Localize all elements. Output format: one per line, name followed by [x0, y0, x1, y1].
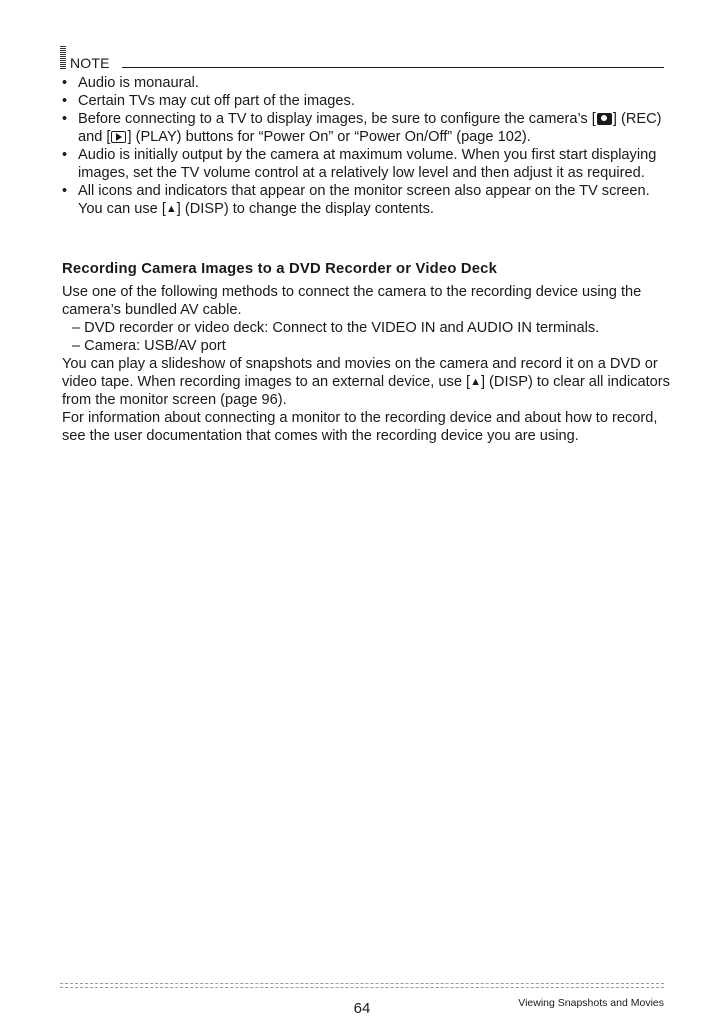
note-list	[62, 74, 668, 218]
note-item	[62, 110, 668, 146]
paragraph-text: ] (DISP) to clear all indicators from the monitor screen (page 96).	[62, 374, 670, 408]
note-item-text: Before connecting to a TV to display images, be sure to configure the camera’s [	[78, 111, 596, 127]
note-item-text: Certain TVs may cut off part of the images.	[78, 93, 355, 109]
paragraph-text: You can play a slideshow of snapshots and movies on the camera and record it on a DVD or video tape. When recording images to an external device, use [	[62, 356, 658, 390]
footer-divider	[60, 983, 664, 984]
note-item-text: ] (PLAY) buttons for “Power On” or “Power On/Off” (page 102).	[127, 129, 531, 145]
up-triangle-icon: ▲	[165, 203, 177, 215]
method-item: – DVD recorder or video deck: Connect to the VIDEO IN and AUDIO IN terminals.	[72, 320, 600, 336]
note-item	[62, 182, 668, 218]
note-item-text: Audio is initially output by the camera at maximum volume. When you first start displaying images, set the TV volume control at a relatively low level and then adjust it as required.	[78, 147, 657, 181]
section-heading: Recording Camera Images to a DVD Recorder or Video Deck	[62, 261, 498, 277]
page-number: 64	[353, 1000, 371, 1017]
note-item-text: All icons and indicators that appear on the monitor screen also appear on the TV screen. You can use [	[78, 183, 650, 217]
note-item-text: ] (DISP) to change the display contents.	[176, 201, 434, 217]
footer-section-name: Viewing Snapshots and Movies	[518, 997, 664, 1009]
method-item: – Camera: USB/AV port	[72, 338, 226, 354]
note-divider	[122, 67, 664, 68]
footer-divider	[60, 987, 664, 988]
camera-icon	[597, 113, 612, 125]
bullet-icon: •	[62, 75, 68, 91]
note-item-text: ] (REC) and [	[78, 111, 662, 145]
section-body	[62, 283, 670, 445]
note-title: NOTE	[70, 55, 110, 71]
play-icon	[111, 131, 126, 143]
note-item	[62, 146, 668, 182]
bullet-icon: •	[62, 93, 68, 109]
bullet-icon: •	[62, 147, 68, 163]
note-header	[60, 46, 664, 70]
note-item	[62, 92, 668, 110]
note-marker-icon	[60, 46, 66, 70]
slideshow-paragraph	[62, 355, 670, 409]
bullet-icon: •	[62, 183, 68, 199]
intro-paragraph: Use one of the following methods to connect the camera to the recording device using the camera’s bundled AV cable.	[62, 284, 642, 318]
info-paragraph: For information about connecting a monitor to the recording device and about how to record, see the user documentation that comes with the recording device you are using.	[62, 410, 658, 444]
note-item	[62, 74, 668, 92]
bullet-icon: •	[62, 111, 68, 127]
note-item-text: Audio is monaural.	[78, 75, 199, 91]
up-triangle-icon: ▲	[470, 376, 481, 388]
